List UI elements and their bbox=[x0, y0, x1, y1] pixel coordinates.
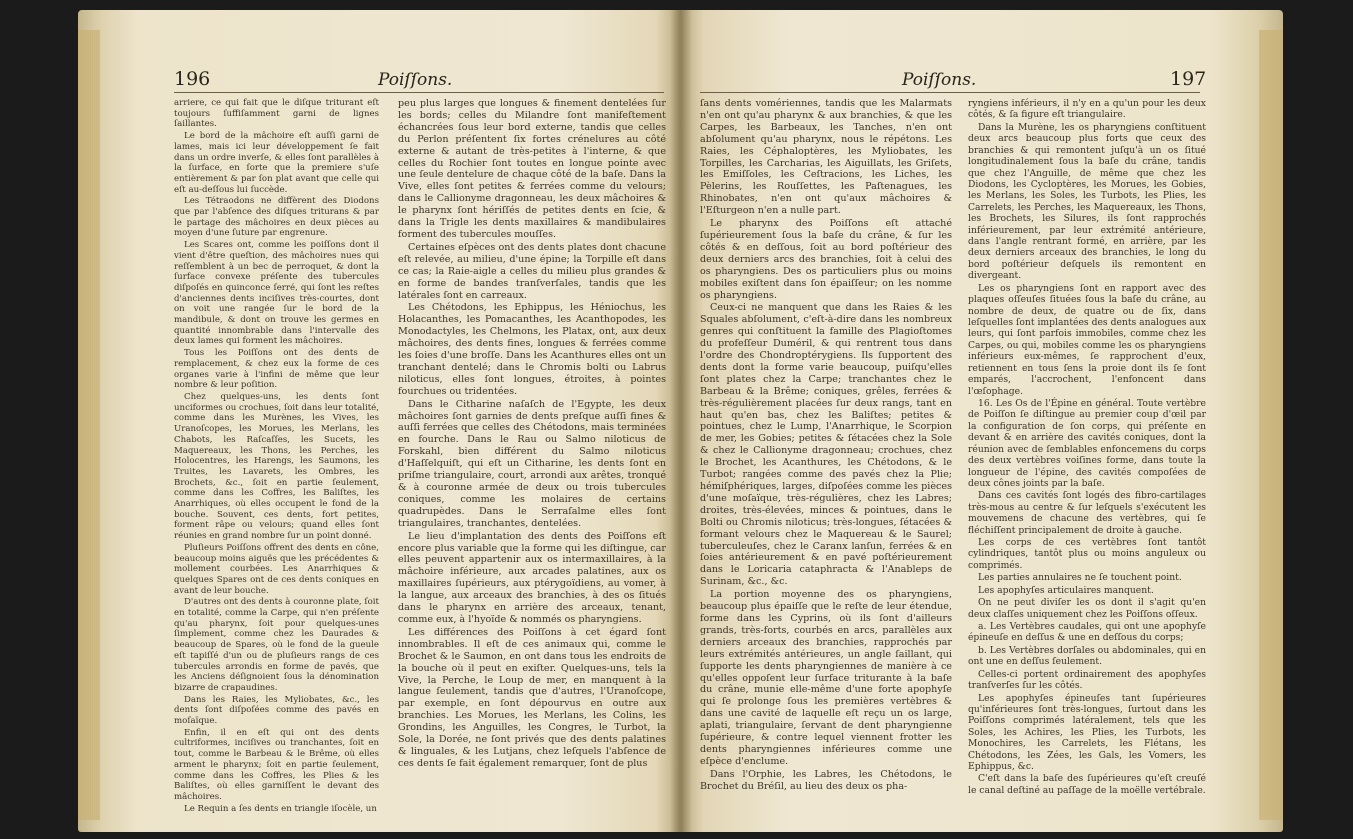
page-edge-left bbox=[78, 30, 100, 820]
page-number-right: 197 bbox=[1170, 68, 1207, 90]
paragraph: Dans le Citharine naſaſch de l'Egypte, les deux mâchoires ſont garnies de dents preſque auſſi fines & auſſi ferrées que celles des Chétodons, mais terminées en fourche. Dans le Rau ou Salmo niloticus de Forskahl, bien différent du Salmo niloticus d'Haſſelquiſt, qui eſt un Citharine, les dents ſont en priſme triangulaire, court, arrondi aux arêtes, tronqué & à couronne armée de deux ou trois tubercules coniques, comme les molaires de certains quadrupèdes. Dans le Serraſalme elles ſont triangulaires, tranchantes, dentelées. bbox=[398, 398, 666, 529]
paragraph: Dans l'Orphie, les Labres, les Chétodons, le Brochet du Bréſil, au lieu des deux os pha- bbox=[700, 768, 952, 792]
paragraph: Dans la Murène, les os pharyngiens conſtituent deux arcs beaucoup plus forts que ceux des branchies & qui remontent juſqu'à un os ſitué longitudinalement ſous la baſe du crâne, tandis que chez l'Anguille, de même que chez les Diodons, les Cycloptères, les Morues, les Gobies, les Merlans, les Soles, les Turbots, les Plies, les Carrelets, les Perches, les Maquereaux, les Thons, les Brochets, les Silures, ils ſont rapprochés inférieurement, par leur extrémité antérieure, dans l'angle rentrant formé, en arrière, par les deux derniers arceaux des branchies, le long du bord poſtérieur deſquels ils remontent en divergeant. bbox=[968, 121, 1206, 282]
paragraph: b. Les Vertèbres dorſales ou abdominales, qui en ont une en deſſus ſeulement. bbox=[968, 644, 1206, 668]
paragraph: On ne peut diviſer les os dont il s'agit qu'en deux claſſes uniquement chez les Poiſſons oſſeux. bbox=[968, 597, 1206, 620]
page-edge-right bbox=[1259, 30, 1283, 820]
running-head-left: Poiſſons. bbox=[378, 70, 453, 90]
paragraph: D'autres ont des dents à couronne plate, ſoit en totalité, comme la Carpe, qui n'en préſente qu'au pharynx, ſoit pour quelques-unes ſimplement, comme chez les Daurades & beaucoup de Spares, où le fond de la gueule eſt tapiſſé d'un ou de pluſieurs rangs de ces tubercules arrondis en forme de pavés, que les Anciens déſignoient ſous la dénomination bizarre de crapaudines. bbox=[174, 597, 379, 693]
paragraph: Celles-ci portent ordinairement des apophyſes tranſverſes ſur les côtés. bbox=[968, 668, 1206, 692]
paragraph: La portion moyenne des os pharyngiens, beaucoup plus épaiſſe que le reſte de leur étendue, forme dans les Cyprins, où ils ſont d'ailleurs grands, très-forts, courbés en arcs, parallèles aux derniers arceaux des branchies, rapprochés par leurs extrémités antérieures, un angle ſaillant, qui ſupporte les dents pharyngiennes de manière à ce qu'elles oppoſent leur ſurface triturante à la baſe du crâne, munie elle-même d'une forte apophyſe qui ſe prolonge ſous les premières vertèbres & dans une cavité de laquelle eſt reçu un os large, aplati, triangulaire, ſervant de dent pharyngienne ſupérieure, & contre lequel viennent frotter les dents pharyngiennes inférieures comme une eſpèce d'enclume. bbox=[700, 589, 952, 767]
paragraph: Ceux-ci ne manquent que dans les Raies & les Squales abſolument, c'eſt-à-dire dans les nombreux genres qui conſtituent la famille des Plagioſtomes du profeſſeur Duméril, & qui rentrent tous dans l'ordre des Chondroptérygiens. Ils ſupportent des dents dont la forme varie beaucoup, puiſqu'elles ſont plates chez la Carpe; tranchantes chez le Barbeau & la Brême; coniques, grêles, ferrées & très-régulièrement placées ſur deux rangs, tant en haut qu'en bas, chez les Baliſtes; petites & pointues, chez le Lump, l'Anarrhique, le Scorpion de mer, les Gobies; petites & ſétacées chez la Sole & chez le Callionyme dragonneau; crochues, chez le Brochet, les Acanthures, les Chétodons, & le Turbot; rangées comme des pavés chez la Plie; hémiſphériques, larges, diſpoſées comme les pièces d'une moſaïque, très-régulières, chez les Labres; droites, très-élevées, minces & pointues, dans le Bolti ou Chromis niloticus; très-longues, ſétacées & formant velours chez le Maquereau & le Saurel; tuberculeuſes, chez le Caranx lanſun, ferrées & en ſoies antérieurement & en pavé poſtérieurement dans le Loricaria cataphracta & l'Anableps de Surinam, &c., &c. bbox=[700, 302, 952, 588]
running-head-right: Poiſſons. bbox=[902, 70, 977, 90]
paragraph: Dans ces cavités ſont logés des fibro-cartilages très-mous au centre & ſur leſquels s'exécutent les mouvemens de chacune des vertèbres, qui ſe fléchiſſent principalement de droite à gauche. bbox=[968, 490, 1206, 536]
paragraph: Le lieu d'implantation des dents des Poiſſons eſt encore plus variable que la forme qui les diſtingue, car elles peuvent appartenir aux os intermaxillaires, à la mâchoire inférieure, aux arcades palatines, aux os maxillaires ſupérieurs, aux ptérygoïdiens, au vomer, à la langue, aux arceaux des branchies, à des os ſitués dans le pharynx en arrière des arceaux, tenant, comme eux, à l'hyoïde & nommés os pharyngiens. bbox=[398, 530, 666, 625]
paragraph: Le Requin a ſes dents en triangle iſocèle, un bbox=[184, 803, 377, 814]
header-rule-left bbox=[174, 92, 664, 93]
paragraph: ryngiens inférieurs, il n'y en a qu'un pour les deux côtés, & ſa figure eſt triangulaire. bbox=[968, 98, 1206, 121]
paragraph: Certaines eſpèces ont des dents plates dont chacune eſt relevée, au milieu, d'une épine; la Torpille eſt dans ce cas; la Raie-aigle a celles du milieu plus grandes & en forme de bandes tranſverſales, tandis que les latérales ſont en carreaux. bbox=[398, 241, 666, 301]
paragraph: arriere, ce qui fait que le diſque triturant eſt toujours ſuffiſamment garni de lignes ſaillantes. bbox=[174, 98, 379, 130]
paragraph: peu plus larges que longues & finement dentelées ſur les bords; celles du Milandre ſont manifeſtement échancrées ſous leur bord externe, tandis que celles du Perlon préſentent ſix fortes crénelures au côté externe & autant de très-petites à l'interne, & que celles du Rochier ſont toutes en longue pointe avec une ſeule dentelure de chaque côté de la baſe. Dans la Vive, elles ſont petites & ferrées comme du velours; dans le Callionyme dragonneau, les deux mâchoires & le pharynx ſont hériſſés de petites dents en ſcie, & dans la Trigle les dents maxillaires & mandibulaires forment des tubercules mouſſes. bbox=[398, 98, 666, 240]
paragraph: C'eſt dans la baſe des ſupérieures qu'eſt creuſé le canal deſtiné au paſſage de la moëlle vertébrale. bbox=[968, 773, 1206, 796]
right-page bbox=[680, 10, 1283, 832]
paragraph: Les apophyſes articulaires manquent. bbox=[978, 584, 1154, 596]
paragraph: Les apophyſes épineuſes tant ſupérieures qu'inférieures ſont très-longues, ſurtout dans les Poiſſons comprimés latéralement, tels que les Soles, les Achires, les Plies, les Turbots, les Monochires, les Carrelets, les Flétans, les Chétodons, les Zées, les Gals, les Vomers, les Ephippus, &c. bbox=[968, 692, 1206, 773]
left-column-1 bbox=[174, 98, 379, 815]
paragraph: Les os pharyngiens ſont en rapport avec des plaques oſſeuſes ſituées ſous la baſe du crâne, au nombre de deux, de quatre ou de ſix, dans leſquelles ſont implantées des dents analogues aux leurs, qui ſont parfois immobiles, comme chez les Carpes, ou qui, mobiles comme les os pharyngiens inférieurs eux-mêmes, ſe rapprochent d'eux, retiennent en tous ſens la proie dont ils ſe ſont emparés, l'accrochent, l'enfoncent dans l'œſophage. bbox=[968, 282, 1206, 397]
paragraph: ſans dents vomériennes, tandis que les Malarmats n'en ont qu'au pharynx & aux branchies, & que les Carpes, les Barbeaux, les Tanches, n'en ont abſolument qu'au pharynx, nous le répétons. Les Raies, les Céphaloptères, les Myliobates, les Torpilles, les Carcharias, les Aiguillats, les Griſets, les Emiſſoles, les Ceſtracions, les Liches, les Pèlerins, les Rouſſettes, les Paſtenagues, les Rhinobates, n'en ont qu'aux mâchoires & l'Eſturgeon n'en a nulle part. bbox=[700, 98, 952, 217]
open-book bbox=[78, 10, 1283, 832]
paragraph: Les corps de ces vertèbres ſont tantôt cylindriques, tantôt plus ou moins anguleux ou comprimés. bbox=[968, 537, 1206, 571]
paragraph: Les Chétodons, les Ephippus, les Héniochus, les Holacanthes, les Pomacanthes, les Acanthopodes, les Monodactyles, les Chelmons, les Platax, ont, aux deux mâchoires, des dents fines, longues & ferrées comme les ſoies d'une broſſe. Dans les Acanthures elles ont un tranchant dentelé; dans le Chromis bolti ou Labrus niloticus, elles ſont longues, étroites, à pointes fourchues ou tridentées. bbox=[398, 302, 666, 397]
right-column-1 bbox=[700, 98, 952, 794]
paragraph: a. Les Vertèbres caudales, qui ont une apophyſe épineuſe en deſſus & une en deſſous du corps; bbox=[968, 620, 1206, 644]
right-column-2 bbox=[968, 98, 1206, 797]
paragraph: Tous les Poiſſons ont des dents de remplacement, & chez eux la forme de ces organes varie à l'infini de même que leur nombre & leur poſition. bbox=[174, 348, 379, 391]
paragraph: 16. Les Os de l'Épine en général. Toute vertèbre de Poiſſon ſe diſtingue au premier coup d'œil par la configuration de ſon corps, qui préſente en devant & en arrière des cavités coniques, dont la réunion avec de ſemblables enfoncemens du corps des deux vertèbres voiſines forme, dans toute la longueur de l'épine, des cavités compoſées de deux cônes joints par la baſe. bbox=[968, 397, 1206, 489]
paragraph: Les Scares ont, comme les poiſſons dont il vient d'être queſtion, des mâchoires nues qui reſſemblent à un bec de perroquet, & dont la ſurface convexe préſente des tubercules diſpoſés en quinconce ſerré, qui ſont les reſtes d'anciennes dents inciſives très-courtes, dont on voit une rangée ſur le bord de la mandibule, & dont on trouve les germes en quantité innombrable dans l'intervalle des deux lames qui forment les mâchoires. bbox=[174, 240, 379, 347]
paragraph: Dans les Raies, les Myliobates, &c., les dents ſont diſpoſées comme des pavés en moſaïque. bbox=[174, 694, 379, 727]
paragraph: Enfin, il en eſt qui ont des dents cultriformes, inciſives ou tranchantes, ſoit en tout, comme le Barbeau & le Brême, où elles arment le pharynx; ſoit en partie ſeulement, comme dans les Coffres, les Plies & les Baliſtes, où elles garniſſent le devant des mâchoires. bbox=[174, 727, 379, 802]
left-column-2 bbox=[398, 98, 666, 771]
paragraph: Le bord de la mâchoire eſt auſſi garni de lames, mais ici leur développement ſe fait dans un ordre inverſe, & elles ſont parallèles à la ſurface, en ſorte que la premiere s'uſe entièrement & par ſon plat avant que celle qui eſt au-deſſous lui ſuccède. bbox=[174, 131, 379, 195]
paragraph: Les Tétraodons ne diffèrent des Diodons que par l'abſence des diſques triturans & par le partage des mâchoires en deux pièces au moyen d'une ſuture par engrenure. bbox=[174, 196, 379, 239]
paragraph: Les parties annulaires ne ſe touchent point. bbox=[978, 572, 1182, 584]
paragraph: Chez quelques-uns, les dents ſont unciformes ou crochues, ſoit dans leur totalité, comme dans les Murènes, les Vives, les Uranoſcopes, les Morues, les Merlans, les Chabots, les Raſcaſſes, les Sucets, les Maquereaux, les Thons, les Perches, les Holocentres, les Harengs, les Saumons, les Truites, les Lavarets, les Ombres, les Brochets, &c., ſoit en partie ſeulement, comme dans les Coffres, les Baliſtes, les Anarrhiques, où elles occupent le fond de la bouche. Souvent, ces dents, fort petites, forment râpe ou velours; quand elles ſont réunies en grand nombre ſur un point donné. bbox=[174, 391, 379, 542]
page-number-left: 196 bbox=[174, 68, 211, 90]
header-rule-right bbox=[700, 92, 1200, 93]
paragraph: Pluſieurs Poiſſons offrent des dents en cône, beaucoup moins aiguës que les précédentes & mollement courbées. Les Anarrhiques & quelques Spares ont de ces dents coniques en avant de leur bouche. bbox=[174, 542, 379, 596]
paragraph: Les différences des Poiſſons à cet égard ſont innombrables. Il eſt de ces animaux qui, comme le Brochet & le Saumon, en ont dans tous les endroits de la bouche où il peut en exiſter. Quelques-uns, tels la Vive, la Perche, le Loup de mer, en manquent à la langue ſeulement, tandis que d'autres, l'Uranoſcope, par exemple, en ſont dépourvus en outre aux branchies. Les Morues, les Merlans, les Colins, les Grondins, les Anguilles, les Congres, le Turbot, la Sole, la Dorée, ne ſont privés que des dents palatines & linguales, & les Lutjans, chez leſquels l'abſence de ces dents ſe fait également remarquer, ſont de plus bbox=[398, 626, 666, 769]
left-page bbox=[78, 10, 680, 832]
book-gutter bbox=[670, 10, 692, 832]
paragraph: Le pharynx des Poiſſons eſt attaché ſupérieurement ſous la baſe du crâne, & ſur les côtés & en deſſous, ſoit au bord poſtérieur des deux derniers arcs des branchies, ſoit à celui des os pharyngiens. Des os particuliers plus ou moins mobiles exiſtent dans ſon épaiſſeur; on les nomme os pharyngiens. bbox=[700, 218, 952, 301]
